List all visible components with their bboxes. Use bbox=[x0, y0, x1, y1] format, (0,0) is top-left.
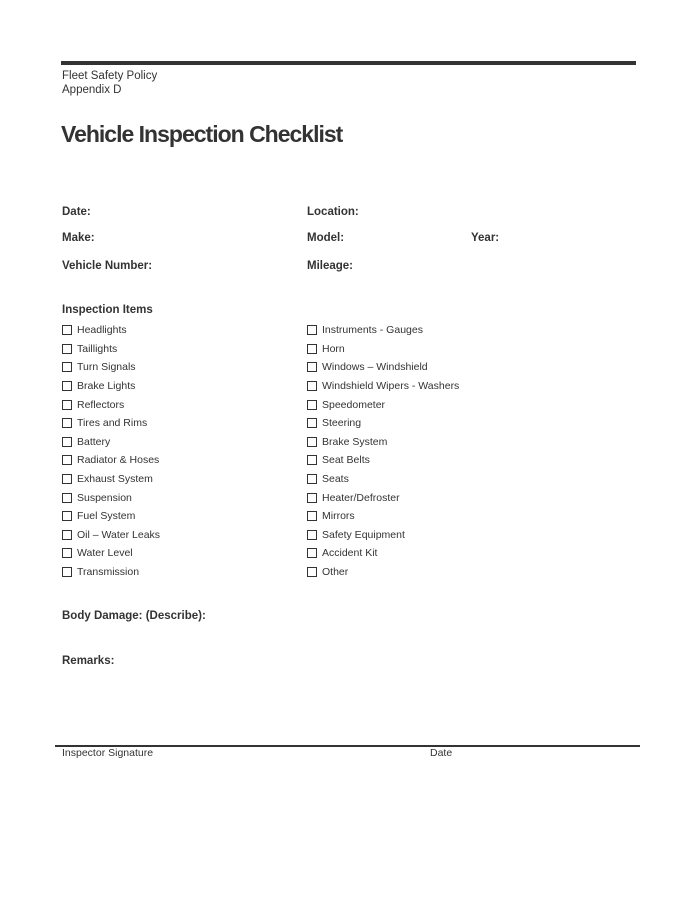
checklist-item-label: Seats bbox=[322, 473, 349, 486]
checklist-item[interactable] bbox=[62, 433, 160, 452]
checklist-item[interactable] bbox=[307, 470, 459, 489]
checkbox[interactable] bbox=[307, 493, 317, 503]
checklist-item-label: Windshield Wipers - Washers bbox=[322, 380, 460, 393]
checkbox[interactable] bbox=[307, 455, 317, 465]
checklist-item[interactable] bbox=[62, 451, 160, 470]
checkbox[interactable] bbox=[62, 511, 72, 521]
policy-line: Fleet Safety Policy bbox=[62, 70, 158, 82]
checklist-item[interactable] bbox=[62, 488, 160, 507]
checklist-item[interactable] bbox=[62, 377, 160, 396]
checklist-item-label: Oil – Water Leaks bbox=[77, 528, 161, 541]
checklist-item[interactable] bbox=[62, 395, 160, 414]
checklist-item-label: Suspension bbox=[77, 491, 132, 504]
checklist-item-label: Windows – Windshield bbox=[322, 361, 428, 374]
checklist-item-label: Instruments - Gauges bbox=[322, 324, 423, 337]
checkbox[interactable] bbox=[307, 400, 317, 410]
checkbox[interactable] bbox=[62, 344, 72, 354]
checkbox[interactable] bbox=[307, 567, 317, 577]
checklist-item[interactable] bbox=[307, 544, 459, 563]
inspection-list-left bbox=[62, 321, 160, 581]
checklist-item[interactable] bbox=[62, 340, 160, 359]
checklist-item-label: Radiator & Hoses bbox=[77, 454, 160, 467]
checkbox[interactable] bbox=[62, 362, 72, 372]
checkbox[interactable] bbox=[307, 548, 317, 558]
vehicle-number-field-label: Vehicle Number: bbox=[62, 260, 153, 272]
checklist-item[interactable] bbox=[307, 433, 459, 452]
checklist-item-label: Seat Belts bbox=[322, 454, 370, 467]
checklist-item[interactable] bbox=[62, 544, 160, 563]
inspection-items-heading: Inspection Items bbox=[62, 304, 153, 316]
checklist-item[interactable] bbox=[307, 563, 459, 582]
checkbox[interactable] bbox=[307, 474, 317, 484]
checklist-item[interactable] bbox=[307, 488, 459, 507]
checkbox[interactable] bbox=[62, 455, 72, 465]
checkbox[interactable] bbox=[62, 530, 72, 540]
remarks-label: Remarks: bbox=[62, 655, 115, 667]
model-field-label: Model: bbox=[307, 232, 345, 244]
checkbox[interactable] bbox=[307, 437, 317, 447]
checkbox[interactable] bbox=[307, 511, 317, 521]
checkbox[interactable] bbox=[307, 530, 317, 540]
checkbox[interactable] bbox=[62, 548, 72, 558]
checklist-item[interactable] bbox=[62, 563, 160, 582]
checklist-item[interactable] bbox=[307, 414, 459, 433]
checklist-item-label: Battery bbox=[77, 435, 111, 448]
checklist-item[interactable] bbox=[62, 414, 160, 433]
checkbox[interactable] bbox=[62, 437, 72, 447]
checklist-item-label: Horn bbox=[322, 342, 345, 355]
checklist-item[interactable] bbox=[307, 507, 459, 526]
checklist-item-label: Tires and Rims bbox=[77, 417, 148, 430]
appendix-line: Appendix D bbox=[62, 84, 122, 96]
checklist-item-label: Fuel System bbox=[77, 510, 136, 523]
checkbox[interactable] bbox=[62, 381, 72, 391]
checklist-item[interactable] bbox=[62, 358, 160, 377]
date-field-label: Date: bbox=[62, 206, 91, 218]
checklist-item-label: Transmission bbox=[77, 566, 140, 579]
checklist-item[interactable] bbox=[307, 377, 459, 396]
year-field-label: Year: bbox=[471, 232, 500, 244]
checkbox[interactable] bbox=[62, 400, 72, 410]
checklist-item[interactable] bbox=[62, 526, 160, 545]
checklist-item-label: Reflectors bbox=[77, 398, 125, 411]
checkbox[interactable] bbox=[62, 493, 72, 503]
make-field-label: Make: bbox=[62, 232, 95, 244]
checklist-item[interactable] bbox=[62, 321, 160, 340]
checkbox[interactable] bbox=[307, 418, 317, 428]
checklist-item-label: Brake Lights bbox=[77, 380, 136, 393]
checklist-item[interactable] bbox=[307, 340, 459, 359]
inspector-signature-label: Inspector Signature bbox=[62, 747, 154, 759]
checkbox[interactable] bbox=[62, 567, 72, 577]
checklist-item-label: Turn Signals bbox=[77, 361, 136, 374]
checklist-item-label: Heater/Defroster bbox=[322, 491, 400, 504]
checkbox[interactable] bbox=[307, 362, 317, 372]
checkbox[interactable] bbox=[62, 418, 72, 428]
page-title: Vehicle Inspection Checklist bbox=[61, 121, 343, 147]
checklist-item-label: Mirrors bbox=[322, 510, 355, 523]
body-damage-label: Body Damage: (Describe): bbox=[62, 610, 206, 622]
checklist-item-label: Exhaust System bbox=[77, 473, 153, 486]
location-field-label: Location: bbox=[307, 206, 359, 218]
checklist-item[interactable] bbox=[307, 395, 459, 414]
checklist-item[interactable] bbox=[307, 526, 459, 545]
checklist-item-label: Speedometer bbox=[322, 398, 386, 411]
checklist-item-label: Other bbox=[322, 566, 349, 579]
checklist-item-label: Steering bbox=[322, 417, 362, 430]
inspection-list-right bbox=[307, 321, 459, 581]
checklist-item-label: Safety Equipment bbox=[322, 528, 405, 541]
checklist-item[interactable] bbox=[62, 507, 160, 526]
checklist-item-label: Headlights bbox=[77, 324, 127, 337]
checkbox[interactable] bbox=[307, 381, 317, 391]
checklist-item[interactable] bbox=[307, 321, 459, 340]
checkbox[interactable] bbox=[307, 344, 317, 354]
mileage-field-label: Mileage: bbox=[307, 260, 354, 272]
checklist-item[interactable] bbox=[307, 451, 459, 470]
top-divider bbox=[61, 61, 636, 65]
checkbox[interactable] bbox=[62, 474, 72, 484]
checklist-item[interactable] bbox=[62, 470, 160, 489]
checkbox[interactable] bbox=[62, 325, 72, 335]
checkbox[interactable] bbox=[307, 325, 317, 335]
checklist-item-label: Water Level bbox=[77, 547, 133, 560]
checklist-item[interactable] bbox=[307, 358, 459, 377]
checklist-item-label: Taillights bbox=[77, 342, 118, 355]
checklist-item-label: Accident Kit bbox=[322, 547, 378, 560]
checklist-item-label: Brake System bbox=[322, 435, 388, 448]
signature-date-label: Date bbox=[430, 747, 453, 759]
